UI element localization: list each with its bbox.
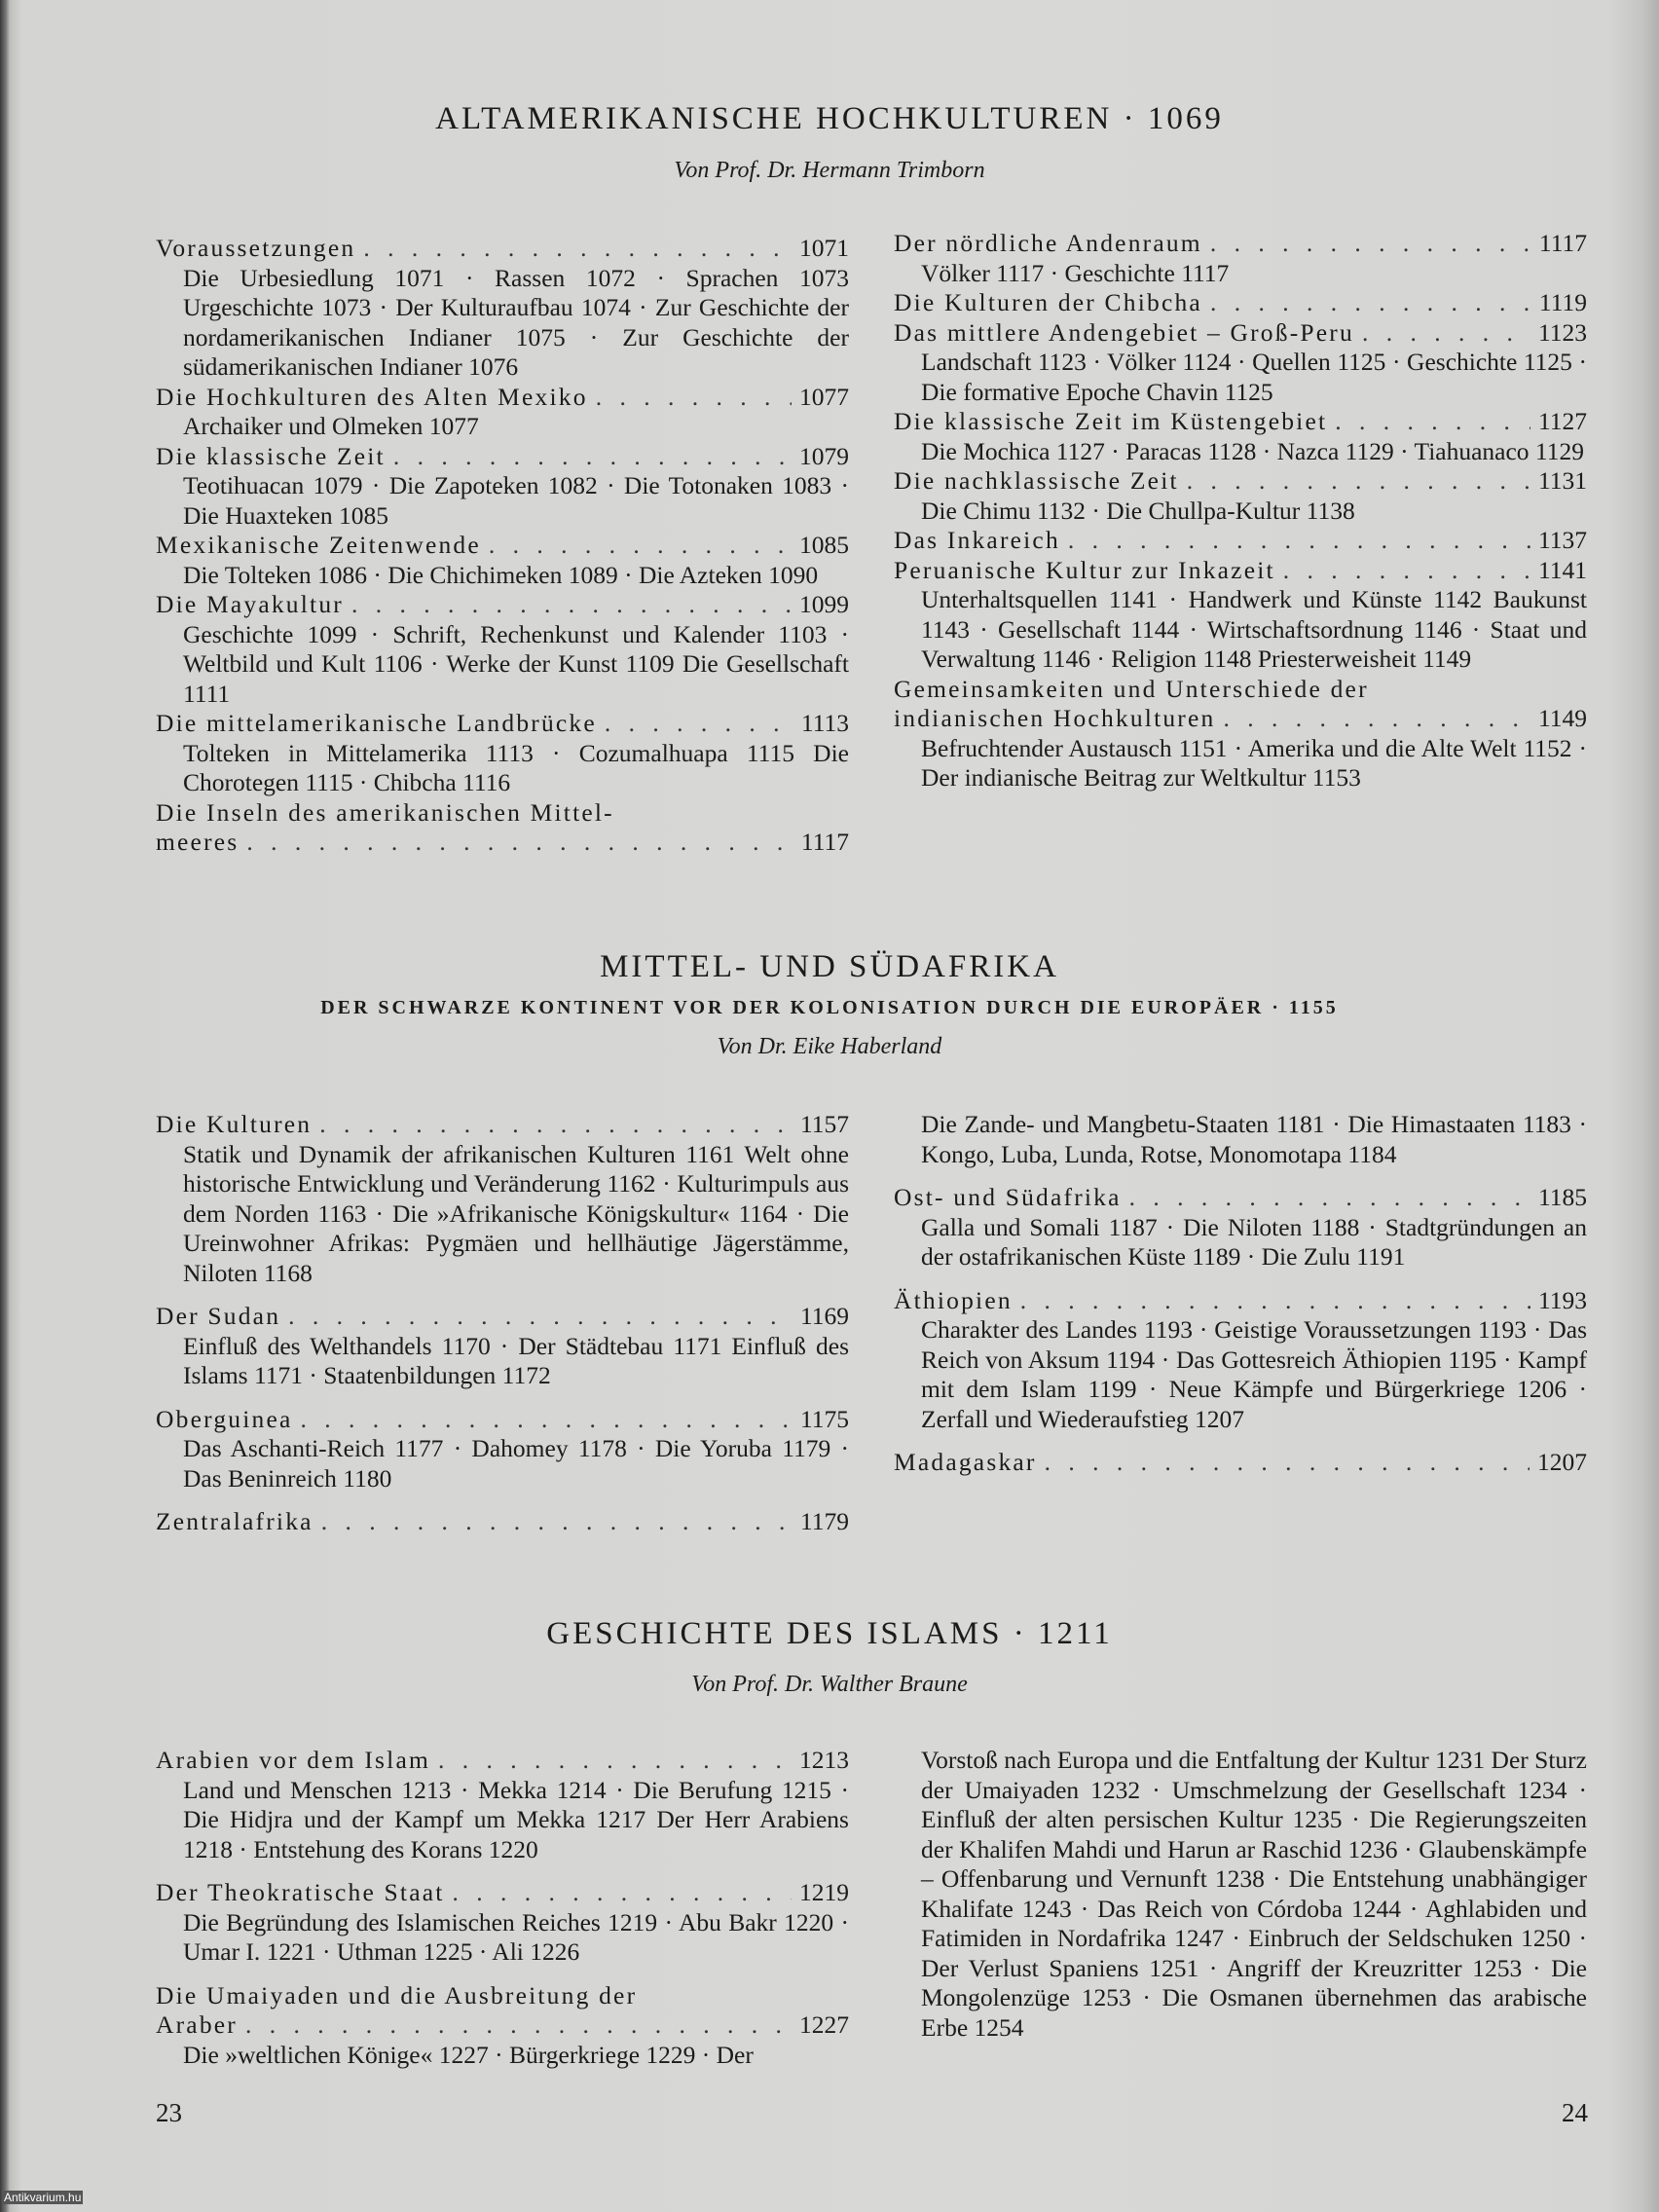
toc-entry-title: Die Umaiyaden und die Ausbreitung der	[156, 1980, 638, 2009]
toc-entry-heading	[156, 590, 849, 620]
toc-entry-page: 1079	[799, 441, 849, 470]
toc-entry-heading	[894, 556, 1587, 586]
toc-entry-heading	[156, 383, 849, 413]
toc-entry-title: Arabien vor dem Islam	[156, 1746, 431, 1774]
toc-subtopics: Land und Menschen 1213 · Mekka 1214 · Die Berufung 1215 · Die Hidjra und der Kampf um Mekka 1217 Der Herr Arabiens 1218 · Entstehung des Korans 1220	[183, 1775, 849, 1863]
toc-entry-heading	[156, 1405, 849, 1435]
toc-subtopics: Statik und Dynamik der afrikanischen Kulturen 1161 Welt ohne historische Entwicklung und Veränderung 1162 · Kulturimpuls aus dem Norden 1163 · Die »Afrikanische Königskultur« 1164 · Die Ureinwohner Afrikas: Pygmäen und hellhäutige Jägerstämme, Niloten 1168	[183, 1139, 849, 1287]
toc-subtopics: Die Mochica 1127 · Paracas 1128 · Nazca 1129 · Tiahuanaco 1129	[921, 436, 1584, 465]
toc-entry	[156, 1878, 849, 1968]
toc-subtopics: Landschaft 1123 · Völker 1124 · Quellen 1125 · Geschichte 1125 · Die formative Epoche Chavin 1125	[921, 348, 1587, 406]
toc-entry-title: meeres	[156, 828, 240, 856]
toc-entry-page: 1137	[1537, 526, 1587, 554]
toc-entry-page: 1123	[1537, 317, 1587, 347]
toc-subtopics: Die Chimu 1132 · Die Chullpa-Kultur 1138	[921, 496, 1355, 525]
dot-leader	[246, 828, 793, 858]
toc-entry-page: 1085	[799, 531, 849, 559]
toc-entry-title: Die klassische Zeit	[156, 441, 386, 470]
toc-entry-title: Der Sudan	[156, 1302, 281, 1330]
toc-subtopics: Die Begründung des Islamischen Reiches 1219 · Abu Bakr 1220 · Umar I. 1221 · Uthman 1225 · Ali 1226	[183, 1907, 849, 1966]
toc-entry-page: 1213	[799, 1746, 849, 1774]
toc-column-right	[894, 229, 1587, 793]
toc-entry-heading	[894, 1183, 1587, 1213]
toc-entry	[156, 798, 849, 858]
toc-subtopics: Archaiker und Olmeken 1077	[183, 412, 479, 440]
toc-subtopics: Charakter des Landes 1193 · Geistige Voraussetzungen 1193 · Das Reich von Aksum 1194 · Das Gottesreich Äthiopien 1195 · Kampf mit dem Islam 1199 · Neue Kämpfe und Bürgerkriege 1206 · Zerfall und Wiederaufstieg 1207	[921, 1315, 1587, 1433]
dot-leader	[393, 442, 792, 472]
toc-entry-title: Äthiopien	[894, 1285, 1013, 1314]
toc-subtopics: Tolteken in Mittelamerika 1113 · Cozumalhuapa 1115 Die Chorotegen 1115 · Chibcha 1116	[183, 738, 849, 796]
toc-entry	[156, 1405, 849, 1494]
toc-entry-heading	[894, 407, 1587, 437]
dot-leader	[321, 1507, 793, 1537]
toc-entry	[894, 318, 1587, 408]
toc-entry-page: 1099	[799, 590, 849, 618]
dot-leader	[1210, 288, 1531, 318]
toc-entry-title: Die nachklassische Zeit	[894, 466, 1179, 495]
toc-entry-title: Das Inkareich	[894, 526, 1060, 554]
toc-entry-page: 1227	[799, 2010, 849, 2039]
toc-entry-title: Der nördliche Andenraum	[894, 229, 1202, 257]
toc-entry-page: 1149	[1537, 704, 1587, 732]
toc-entry-heading	[894, 229, 1587, 259]
toc-column-left	[156, 234, 849, 858]
dot-leader	[351, 590, 792, 620]
toc-entry-page: 1169	[799, 1302, 849, 1330]
watermark: Antikvarium.hu	[4, 2191, 82, 2204]
toc-entry-page: 1117	[800, 828, 849, 856]
toc-entry	[894, 1183, 1587, 1272]
dot-leader	[1362, 318, 1530, 349]
toc-entry-continued	[894, 1746, 1587, 2043]
toc-entry	[156, 1302, 849, 1391]
section-subtitle: DER SCHWARZE KONTINENT VOR DER KOLONISATION DURCH DIE EUROPÄER · 1155	[320, 997, 1339, 1018]
dot-leader	[1283, 556, 1530, 586]
toc-column-right	[894, 1110, 1587, 1492]
dot-leader	[596, 383, 792, 413]
toc-entry-title: Die Inseln des amerikanischen Mittel-	[156, 797, 614, 827]
toc-entry	[156, 1981, 849, 2071]
toc-column-right	[894, 1746, 1587, 2056]
toc-column-left	[156, 1746, 849, 2083]
dot-leader	[245, 2010, 792, 2041]
toc-entry-heading	[156, 234, 849, 264]
toc-subtopics: Galla und Somali 1187 · Die Niloten 1188 · Stadtgründungen an der ostafrikanischen Küste 1189 · Die Zulu 1191	[921, 1212, 1587, 1271]
toc-subtopics: Vorstoß nach Europa und die Entfaltung der Kultur 1231 Der Sturz der Umaiyaden 1232 · Umschmelzung der Gesellschaft 1234 · Einfluß der alten persischen Kultur 1235 · Die Regierungszeiten der Khalifen Mahdi und Harun ar Raschid 1236 · Glaubenskämpfe – Offenbarung und Vernunft 1238 · Die Entstehung unabhängiger Khalifate 1243 · Das Reich von Córdoba 1244 · Aghlabiden und Fatimiden in Nordafrika 1247 · Einbruch der Seldschuken 1250 · Der Verlust Spaniens 1251 · Angriff der Kreuzritter 1253 · Die Mongolenzüge 1253 · Die Osmanen übernehmen das arabische Erbe 1254	[921, 1746, 1587, 2042]
toc-subtopics: Die Zande- und Mangbetu-Staaten 1181 · Die Himastaaten 1183 · Kongo, Luba, Lunda, Rotse, Monomotapa 1184	[921, 1110, 1587, 1168]
toc-entry	[156, 709, 849, 798]
toc-entry	[156, 1746, 849, 1864]
dot-leader	[363, 234, 792, 264]
toc-entry-title: Der Theokratische Staat	[156, 1878, 445, 1906]
toc-subtopics: Unterhaltsquellen 1141 · Handwerk und Künste 1142 Baukunst 1143 · Gesellschaft 1144 · Wirtschaftsordnung 1146 · Staat und Verwaltung 1146 · Religion 1148 Priesterweisheit 1149	[921, 585, 1587, 673]
dot-leader	[1045, 1448, 1530, 1478]
dot-leader	[1335, 407, 1530, 437]
toc-entry-title: Voraussetzungen	[156, 234, 356, 262]
toc-entry-heading	[156, 1746, 849, 1776]
dot-leader	[301, 1405, 793, 1435]
toc-entry-title: Zentralafrika	[156, 1507, 313, 1535]
toc-entry-title: Mexikanische Zeitenwende	[156, 531, 481, 559]
toc-entry-heading	[894, 288, 1587, 318]
section-title: MITTEL- UND SÜDAFRIKA	[600, 949, 1059, 984]
toc-entry	[894, 288, 1587, 318]
toc-entry	[156, 531, 849, 590]
section-title: GESCHICHTE DES ISLAMS · 1211	[546, 1616, 1113, 1651]
section-title: ALTAMERIKANISCHE HOCHKULTUREN · 1069	[435, 101, 1224, 136]
toc-entry-heading	[894, 1286, 1587, 1316]
toc-entry-title: Die Kulturen	[156, 1110, 313, 1138]
toc-subtopics: Teotihuacan 1079 · Die Zapoteken 1082 · Die Totonaken 1083 · Die Huaxteken 1085	[183, 471, 849, 530]
toc-entry-title: Madagaskar	[894, 1448, 1037, 1476]
toc-entry	[156, 442, 849, 532]
toc-entry	[156, 1507, 849, 1537]
dot-leader	[1020, 1286, 1530, 1316]
toc-entry-page: 1117	[1538, 229, 1587, 257]
toc-entry-title: Araber	[156, 2010, 238, 2039]
toc-subtopics: Die Urbesiedlung 1071 · Rassen 1072 · Sprachen 1073 Urgeschichte 1073 · Der Kulturaufbau 1074 · Zur Geschichte der nordamerikanischen Indianer 1075 · Zur Geschichte der südamerikanischen Indianer 1076	[183, 263, 849, 381]
page-number-left: 23	[156, 2098, 182, 2127]
toc-entry	[156, 590, 849, 709]
toc-entry-heading	[156, 2010, 849, 2041]
toc-entry-page: 1071	[799, 234, 849, 262]
toc-subtopics: Die Tolteken 1086 · Die Chichimeken 1089 · Die Azteken 1090	[183, 560, 819, 589]
toc-entry	[894, 407, 1587, 466]
toc-entry-page: 1175	[799, 1404, 849, 1433]
toc-subtopics: Befruchtender Austausch 1151 · Amerika und die Alte Welt 1152 · Der indianische Beitrag zur Weltkultur 1153	[921, 733, 1587, 792]
dot-leader	[1187, 466, 1530, 497]
toc-entry	[156, 1110, 849, 1288]
toc-entry-heading	[156, 709, 849, 739]
toc-entry-title: Die Mayakultur	[156, 590, 344, 618]
toc-entry-page: 1185	[1537, 1183, 1587, 1211]
section-author: Von Dr. Eike Haberland	[717, 1034, 942, 1059]
toc-entry-heading	[894, 526, 1587, 556]
dot-leader	[1210, 229, 1531, 259]
toc-entry-page: 1113	[800, 709, 849, 737]
toc-entry-page: 1207	[1537, 1448, 1587, 1476]
toc-entry-title: Oberguinea	[156, 1404, 293, 1433]
toc-subtopics: Das Aschanti-Reich 1177 · Dahomey 1178 · Die Yoruba 1179 · Das Beninreich 1180	[183, 1434, 849, 1493]
toc-entry-page: 1077	[799, 382, 849, 411]
toc-entry-heading	[156, 442, 849, 472]
dot-leader	[1129, 1183, 1530, 1213]
toc-entry-title: Ost- und Südafrika	[894, 1183, 1122, 1211]
toc-entry-heading	[894, 704, 1587, 734]
dot-leader	[605, 709, 793, 739]
toc-entry-heading	[156, 1878, 849, 1908]
toc-entry	[894, 466, 1587, 526]
toc-entry	[894, 1286, 1587, 1435]
toc-entry	[894, 556, 1587, 675]
toc-entry-page: 1127	[1537, 407, 1587, 435]
toc-entry-page: 1119	[1538, 288, 1587, 316]
toc-entry-page: 1193	[1537, 1285, 1587, 1314]
toc-entry-continued	[894, 1110, 1587, 1169]
toc-entry-title: Die Hochkulturen des Alten Mexiko	[156, 382, 588, 411]
toc-entry-page: 1141	[1537, 555, 1587, 584]
toc-entry-heading	[894, 466, 1587, 497]
toc-entry-page: 1131	[1537, 466, 1587, 495]
toc-entry-heading	[894, 318, 1587, 349]
toc-subtopics: Völker 1117 · Geschichte 1117	[921, 258, 1230, 287]
toc-entry-title: Gemeinsamkeiten und Unterschiede der	[894, 674, 1369, 703]
dot-leader	[453, 1878, 792, 1908]
section-author: Von Prof. Dr. Hermann Trimborn	[674, 158, 985, 183]
toc-entry-title: Die mittelamerikanische Landbrücke	[156, 709, 597, 737]
toc-entry	[894, 229, 1587, 288]
toc-entry-title: Peruanische Kultur zur Inkazeit	[894, 555, 1275, 584]
toc-entry-title: Das mittlere Andengebiet – Groß-Peru	[894, 317, 1354, 347]
toc-entry	[894, 526, 1587, 556]
toc-entry	[156, 383, 849, 442]
toc-subtopics: Geschichte 1099 · Schrift, Rechenkunst und Kalender 1103 · Weltbild und Kult 1106 · Werke der Kunst 1109 Die Gesellschaft 1111	[183, 619, 849, 708]
toc-entry	[156, 234, 849, 383]
toc-entry-title: indianischen Hochkulturen	[894, 704, 1216, 732]
toc-subtopics: Einfluß des Welthandels 1170 · Der Städtebau 1171 Einfluß des Islams 1171 · Staatenbildungen 1172	[183, 1331, 849, 1389]
toc-entry-page: 1179	[799, 1507, 849, 1535]
toc-entry	[894, 1448, 1587, 1478]
toc-entry-heading	[894, 1448, 1587, 1478]
toc-entry-title: Die klassische Zeit im Küstengebiet	[894, 407, 1328, 435]
page-number-right: 24	[1562, 2098, 1588, 2127]
toc-entry-title: Die Kulturen der Chibcha	[894, 288, 1202, 316]
dot-leader	[1223, 704, 1530, 734]
dot-leader	[1068, 526, 1530, 556]
dot-leader	[438, 1746, 792, 1776]
toc-entry-page: 1219	[799, 1878, 849, 1906]
toc-entry-heading	[156, 1507, 849, 1537]
toc-entry	[894, 675, 1587, 793]
toc-entry-heading	[156, 828, 849, 858]
toc-entry-heading	[156, 1302, 849, 1332]
toc-entry-heading	[156, 531, 849, 561]
toc-subtopics: Die »weltlichen Könige« 1227 · Bürgerkriege 1229 · Der	[183, 2040, 754, 2069]
toc-entry-heading	[156, 1110, 849, 1140]
dot-leader	[489, 531, 792, 561]
toc-column-left	[156, 1110, 849, 1551]
toc-entry-page: 1157	[799, 1110, 849, 1138]
dot-leader	[319, 1110, 793, 1140]
section-author: Von Prof. Dr. Walther Braune	[691, 1672, 968, 1697]
dot-leader	[288, 1302, 793, 1332]
